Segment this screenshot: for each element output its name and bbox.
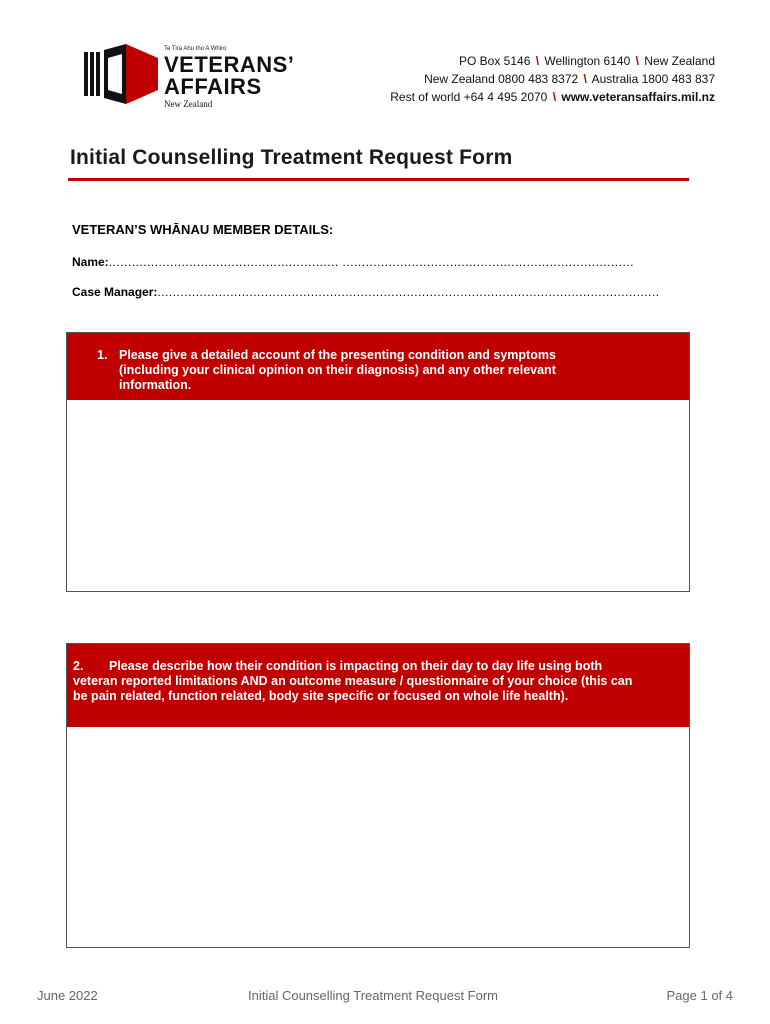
- question-1-answer-area[interactable]: [67, 400, 689, 590]
- question-1-box: [66, 332, 690, 592]
- contact-phone-nz: New Zealand 0800 483 8372: [424, 72, 579, 86]
- question-2-box: [66, 643, 690, 948]
- title-divider: [68, 178, 689, 181]
- logo-tagline: Te Tira Ahu Iho A Whiro: [164, 46, 227, 52]
- case-manager-field-input-line[interactable]: ...................................................................................................................................: [157, 285, 660, 299]
- contact-line-1: [390, 52, 715, 70]
- contact-line-3: [390, 88, 715, 106]
- contact-website-link[interactable]: www.veteransaffairs.mil.nz: [561, 90, 715, 104]
- separator: \: [535, 54, 540, 68]
- logo-word-veterans: VETERANS’: [164, 52, 295, 77]
- contact-phone-world: Rest of world +64 4 495 2070: [390, 90, 548, 104]
- case-manager-field-label: Case Manager:: [72, 285, 158, 299]
- contact-phone-au: Australia 1800 483 837: [591, 72, 715, 86]
- question-2-answer-area[interactable]: [67, 727, 689, 946]
- footer-doc-title: Initial Counselling Treatment Request Form: [248, 988, 499, 1003]
- section-heading-whanau-details: VETERAN’S WHĀNAU MEMBER DETAILS:: [72, 222, 334, 237]
- veterans-affairs-logo: [82, 44, 332, 108]
- footer-page-number: Page 1 of 4: [666, 988, 733, 1003]
- contact-line-2: [390, 70, 715, 88]
- question-2-header: [67, 644, 689, 727]
- separator: \: [583, 72, 587, 86]
- name-field-input-line[interactable]: ............................................................ ............................................................................: [108, 255, 634, 269]
- contact-block: [390, 52, 715, 106]
- page-title: Initial Counselling Treatment Request Form: [70, 146, 513, 169]
- question-1-header: [67, 333, 689, 400]
- case-manager-field[interactable]: [72, 285, 697, 299]
- question-2-text: Please describe how their condition is impacting on their day to day life using both veteran reported limitations AND an outcome measure / questionnaire of your choice (this can be pain related, function related, body site specific or focused on whole life health).: [73, 659, 633, 703]
- logo-country: New Zealand: [164, 99, 213, 109]
- separator: \: [552, 90, 557, 104]
- name-field-label: Name:: [72, 255, 109, 269]
- question-2-number: 2.: [73, 659, 84, 673]
- logo-word-affairs: AFFAIRS: [164, 74, 262, 99]
- question-1-number: 1.: [97, 348, 108, 362]
- question-1-text: Please give a detailed account of the presenting condition and symptoms (including your clinical opinion on their diagnosis) and any other relevant information.: [119, 348, 556, 392]
- footer-date: June 2022: [37, 988, 98, 1003]
- logo-emblem-icon: [82, 44, 158, 104]
- contact-po-box: PO Box 5146: [458, 54, 531, 68]
- name-field[interactable]: [72, 255, 697, 269]
- separator: \: [635, 54, 639, 68]
- contact-city: Wellington 6140: [544, 54, 631, 68]
- contact-country: New Zealand: [644, 54, 715, 68]
